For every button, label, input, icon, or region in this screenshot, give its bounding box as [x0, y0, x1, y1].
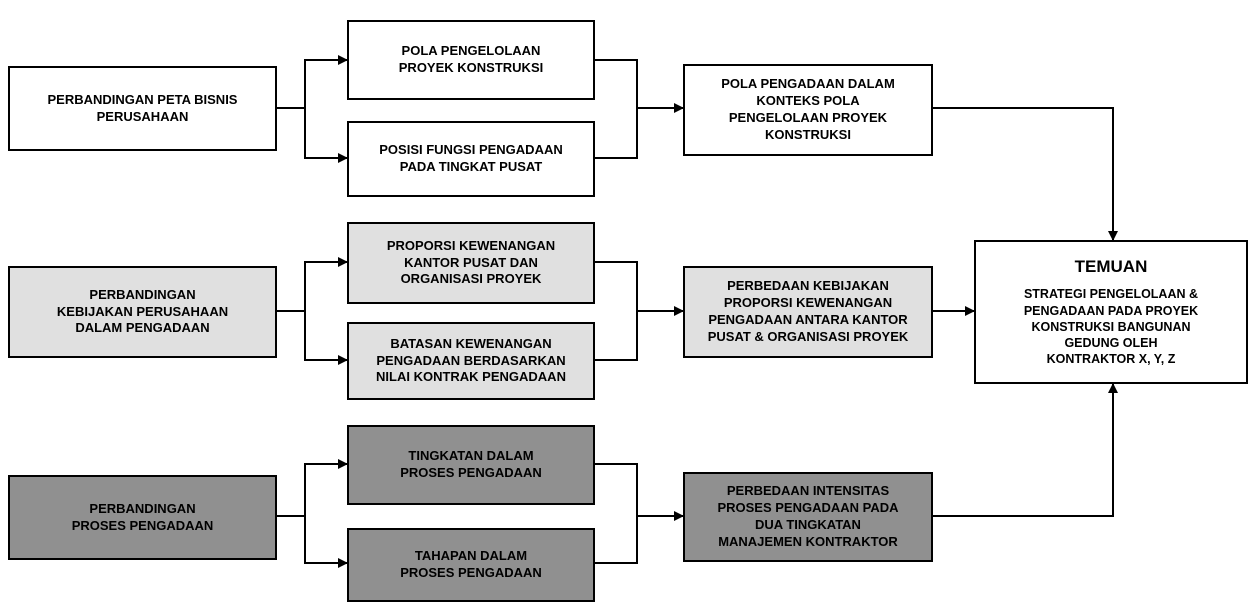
row3-branch-top-box: TINGKATAN DALAM PROSES PENGADAAN [347, 425, 595, 505]
row1-branch-top-box: POLA PENGELOLAAN PROYEK KONSTRUKSI [347, 20, 595, 100]
row3-result-box: PERBEDAAN INTENSITAS PROSES PENGADAAN PADA DUA TINGKATAN MANAJEMEN KONTRAKTOR [683, 472, 933, 562]
finding-title: TEMUAN [1074, 257, 1148, 277]
connector-row1-source-to-top [277, 60, 347, 108]
row1-source-box: PERBANDINGAN PETA BISNIS PERUSAHAAN [8, 66, 277, 151]
connector-row1-source-to-bottom [305, 108, 347, 158]
connector-row3-source-to-bottom [305, 516, 347, 563]
connector-row2-branches-to-result [595, 262, 683, 360]
row2-result-box: PERBEDAAN KEBIJAKAN PROPORSI KEWENANGAN PENGADAAN ANTARA KANTOR PUSAT & ORGANISASI PROYEK [683, 266, 933, 358]
connector-row3-source-to-top [277, 464, 347, 516]
row3-branch-bottom-box: TAHAPAN DALAM PROSES PENGADAAN [347, 528, 595, 602]
finding-box [974, 240, 1248, 384]
row1-branch-bottom-box: POSISI FUNGSI PENGADAAN PADA TINGKAT PUSAT [347, 121, 595, 197]
connector-row3-branches-to-result [595, 464, 683, 563]
connector-row3-result-to-finding [933, 384, 1113, 516]
connector-row1-result-to-finding [933, 108, 1113, 240]
finding-body: STRATEGI PENGELOLAAN & PENGADAAN PADA PROYEK KONSTRUKSI BANGUNAN GEDUNG OLEH KONTRAKTOR X, Y, Z [1023, 287, 1199, 367]
row1-result-box: POLA PENGADAAN DALAM KONTEKS POLA PENGELOLAAN PROYEK KONSTRUKSI [683, 64, 933, 156]
connector-row2-source-to-top [277, 262, 347, 311]
row2-branch-top-box: PROPORSI KEWENANGAN KANTOR PUSAT DAN ORGANISASI PROYEK [347, 222, 595, 304]
row2-branch-bottom-box: BATASAN KEWENANGAN PENGADAAN BERDASARKAN NILAI KONTRAK PENGADAAN [347, 322, 595, 400]
connector-row2-source-to-bottom [305, 311, 347, 360]
connector-row1-branches-to-result [595, 60, 683, 158]
row3-source-box: PERBANDINGAN PROSES PENGADAAN [8, 475, 277, 560]
row2-source-box: PERBANDINGAN KEBIJAKAN PERUSAHAAN DALAM PENGADAAN [8, 266, 277, 358]
